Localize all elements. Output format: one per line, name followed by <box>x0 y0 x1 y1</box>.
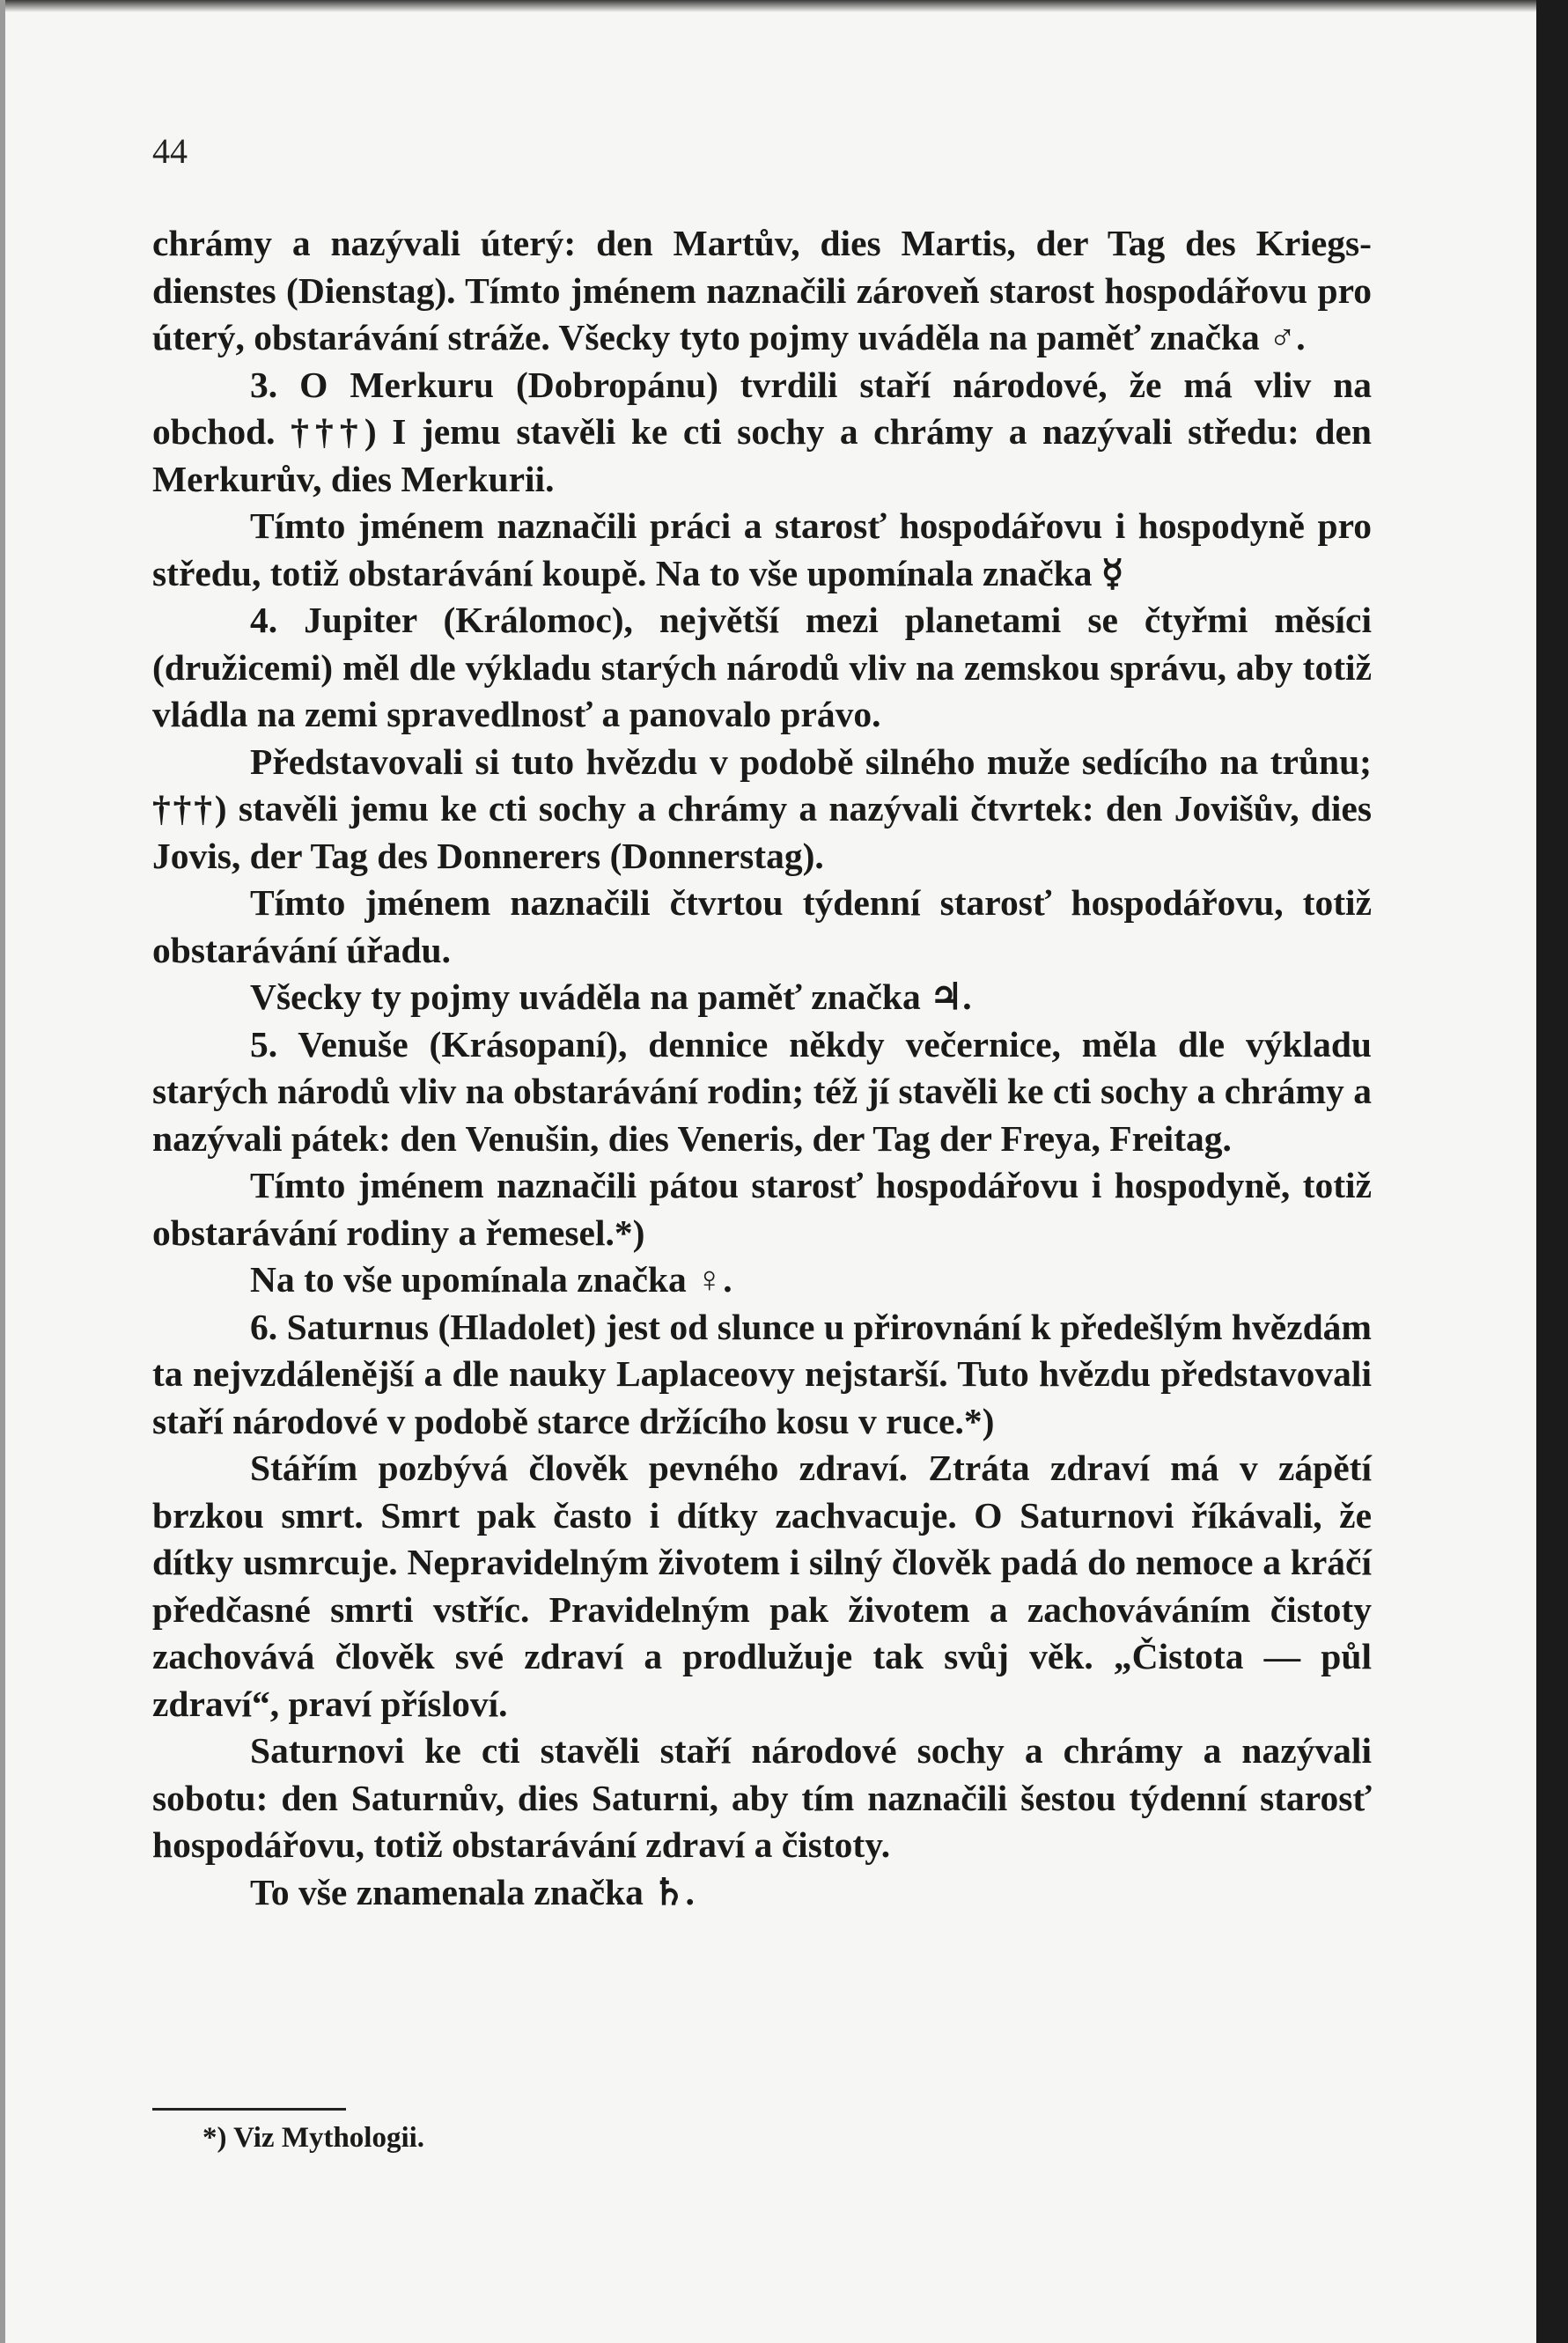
paragraph: Všecky ty pojmy uváděla na paměť značka ♃. <box>250 976 972 1017</box>
paragraph: 5. Venuše (Krásopaní), dennice někdy večernice, měla dle výkladu starých národů vliv na obstarávání rodin; též jí stavěli ke cti sochy a chrámy a nazývali pátek: den Venušin, dies Veneris, der Tag der Freya, Freitag. <box>152 1023 1372 1159</box>
paragraph: chrámy a nazývali úterý: den Martův, dies Martis, der Tag des Kriegs- dienstes (Dienstag). Tímto jménem naznačili zároveň starost hospodářovu pro úterý, obstarávání stráže. Všecky tyto pojmy uváděla na paměť značka ♂. <box>152 223 1372 357</box>
paragraph: 3. O Merkuru (Dobropánu) tvrdili staří národové, že má vliv na obchod. †††) I jemu stavěli ke cti sochy a chrámy a nazývali středu: den Merkurův, dies Merkurii. <box>152 364 1372 499</box>
paragraph: Tímto jménem naznačili práci a starosť hospodářovu i hospodyně pro středu, totiž obstarávání koupě. Na to vše upomínala značka ☿ <box>152 505 1372 593</box>
paragraph: Na to vše upomínala značka ♀. <box>250 1259 732 1300</box>
scan-top-edge <box>0 0 1536 12</box>
paragraph: To vše znamenala značka ♄. <box>250 1871 695 1912</box>
paragraph: Stářím pozbývá člověk pevného zdraví. Ztráta zdraví má v zápětí brzkou smrt. Smrt pak často i dítky zachvacuje. O Saturnovi říkávali, že dítky usmrcuje. Nepravidelným životem i silný člověk padá do nemoce a kráčí předčasné smrti vstříc. Pravidelným pak životem a zachováváním čistoty zachovává člověk své zdraví a prodlužuje tak svůj věk. „Čistota — půl zdraví“, praví přísloví. <box>152 1448 1372 1724</box>
footnote: *) Viz Mythologii. <box>202 2122 425 2154</box>
paragraph: Tímto jménem naznačili pátou starosť hospodářovu i hospodyně, totiž obstarávání rodiny a řemesel.*) <box>152 1165 1372 1253</box>
paragraph: Představovali si tuto hvězdu v podobě silného muže sedícího na trůnu; †††) stavěli jemu ke cti sochy a chrámy a nazývali čtvrtek: den Jovišův, dies Jovis, der Tag des Donnerers (Donnerstag). <box>152 740 1372 876</box>
scan-left-edge <box>0 0 5 2343</box>
paragraph: Saturnovi ke cti stavěli staří národové sochy a chrámy a nazývali sobotu: den Saturnův, dies Saturni, aby tím naznačili šestou týdenní starosť hospodářovu, totiž obstarávání zdraví a čistoty. <box>152 1730 1372 1865</box>
scan-right-border <box>1536 0 1568 2343</box>
paragraph: Tímto jménem naznačili čtvrtou týdenní starosť hospodářovu, totiž obstarávání úřadu. <box>152 882 1372 970</box>
paragraph: 4. Jupiter (Králomoc), největší mezi planetami se čtyřmi měsíci (družicemi) měl dle výkladu starých národů vliv na zemskou správu, aby totiž vládla na zemi spravedlnosť a panovalo právo. <box>152 600 1372 734</box>
body-text <box>152 220 1372 1916</box>
page-number: 44 <box>152 131 188 171</box>
paragraph: 6. Saturnus (Hladolet) jest od slunce u přirovnání k předešlým hvězdám ta nejvzdálenější a dle nauky Laplaceovy nejstarší. Tuto hvězdu představovali staří národové v podobě starce držícího kosu v ruce.*) <box>152 1306 1372 1441</box>
footnote-divider <box>152 2108 346 2111</box>
